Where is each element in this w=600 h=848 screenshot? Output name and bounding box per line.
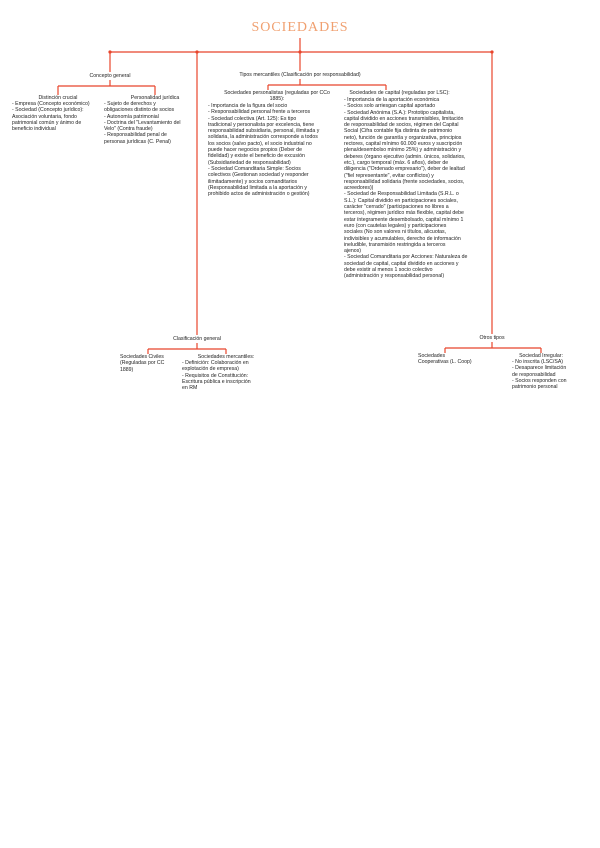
sociedad-irregular-text: - No inscrita (LSC/SA) - Desaparece limitación de responsabilidad - Socios responden con patrimonio personal [512, 359, 567, 391]
capital-text: - Importancia de la aportación económica - Socios solo arriesgan capital aportado - Sociedad Anónima (S.A.): Prototipo capitalista, capital dividido en acciones transmisibles, limitación de responsabilidad de socios, régimen del Capital Social (Cifra contable fija distinta de patrimonio neto), función de garantía y organizativa, principios rectores, capital mínimo 60.000 euros y suscripción plena/desembolso mínimo 25%) y administración y deberes (órgano ejecutivo (admin. únicos, solidarios, etc.), cargo temporal (máx. 6 años), deber de diligencia ("Ordenado empresario"), deber de lealtad ("fiel representante", evitar conflictos) y responsabilidad solidaria (frente sociedades, socios, acreedores)) - Sociedad de Responsabilidad Limitada (S.R.L. o S.L.): Capital dividido en participaciones sociales, carácter "cerrado" (participaciones no libres a terceros), régimen jurídico más flexible, capital debe estar íntegramente desembolsado, capital mínimo 1 euro (con cautelas legales) y participaciones sociales (No son valores ni títulos, alicuotas, indivisibles y acumulables, derecho de información ineludible, transmisión restringida a terceros ajenos) - Sociedad Comanditaria por Acciones: Naturaleza de sociedad de capital, capital dividido en acciones y debe existir al menos 1 socio colectivo (administración y responsabilidad personal) [344, 97, 468, 280]
sociedad-irregular-label: Sociedad Irregular: [519, 353, 563, 359]
otros-tipos-label: Otros tipos [479, 335, 505, 341]
personalistas-label: Sociedades personalistas (reguladas por CCo 1885): [224, 90, 330, 103]
sociedades-mercantiles-text: - Definición: Colaboración en explotación de empresa) - Requisitos de Constitución: Escritura pública e inscripción en RM [182, 360, 251, 392]
tipos-mercantiles-label: Tipos mercantiles (Clasificación por responsabilidad) [239, 72, 361, 78]
cooperativas-label: Sociedades Cooperativas (L. Coop) [418, 353, 472, 366]
personalidad-juridica-text: - Sujeto de derechos y obligaciones distinto de socios - Autonomía patrimonial - Doctrina del "Levantamiento del Velo" (Contra fraude) - Responsabilidad penal de personas jurídicas (C. Penal) [104, 101, 181, 145]
capital-label: Sociedades de capital (reguladas por LSC): [349, 90, 450, 96]
personalidad-juridica-label: Personalidad jurídica [130, 95, 180, 101]
clasificacion-general-label: Clasificación general [173, 336, 221, 342]
sociedades-mercantiles-label: Sociedades mercantiles: [197, 354, 255, 360]
distincion-crucial-label: Distinción crucial [38, 95, 78, 101]
personalistas-text: - Importancia de la figura del socio - Responsabilidad personal frente a terceros - Sociedad colectiva (Art. 125): Es tipo tradicional y personalista por excelencia, tiene responsabilidad subsidiaria, personal, ilimitada y solidaria, la administración corresponde a todos los socios (salvo pacto), el socio industrial no puede hacer negocios propios (Deber de fidelidad) y existe el beneficio de excusión (Subsidiariedad de responsabilidad) - Sociedad Comanditaria Simple: Socios colectivos (Gestionan sociedad y responder ilimitadamente) y socios comanditarios (Responsabilidad limitada a la aportación y prohibido actos de administración o gestión) [208, 103, 320, 198]
concepto-general-label: Concepto general [89, 73, 131, 79]
diagram-title: SOCIEDADES [251, 20, 349, 35]
distincion-crucial-text: - Empresa (Concepto económico) - Sociedad (Concepto jurídico): Asociación voluntaria, fondo patrimonial común y ánimo de beneficio individual [12, 101, 90, 133]
sociedades-civiles-label: Sociedades Civiles (Reguladas por CC 1889) [120, 354, 165, 373]
